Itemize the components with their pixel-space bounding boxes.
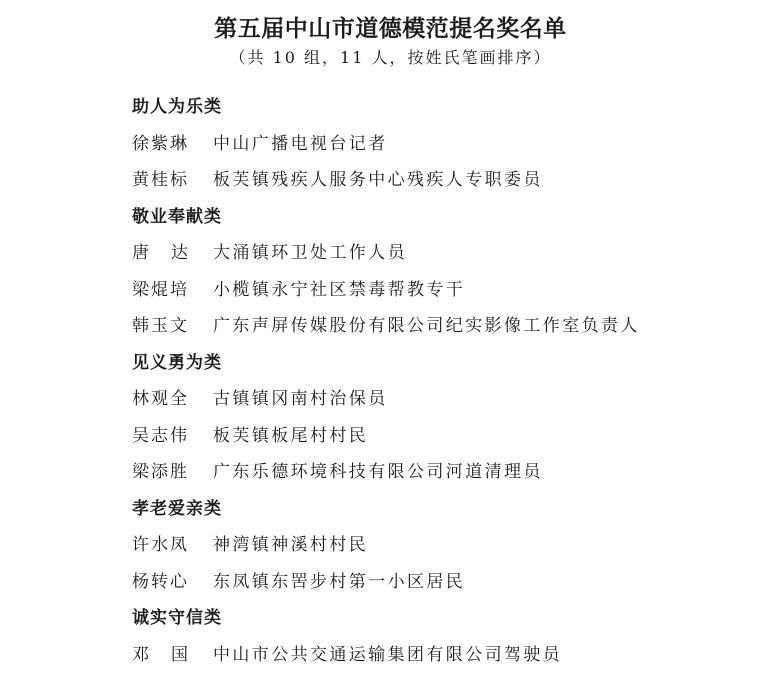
- nominee-role: 中山广播电视台记者: [213, 133, 388, 154]
- nominee-name: [132, 418, 190, 455]
- name-part: 达: [171, 243, 190, 263]
- name-part: 黄桂标: [132, 170, 189, 190]
- nominee-row: [132, 272, 640, 309]
- name-part: 梁添胜: [132, 462, 189, 482]
- nominee-row: [132, 381, 640, 418]
- document-title: 第五届中山市道德模范提名奖名单: [214, 15, 567, 42]
- name-part: 邓: [132, 644, 151, 665]
- nominee-role: 小榄镇永宁社区禁毒帮教专干: [213, 279, 466, 300]
- nominee-name: [132, 126, 190, 163]
- nominee-role: 东凤镇东罟步村第一小区居民: [213, 571, 466, 592]
- nominee-role: 板芙镇残疾人服务中心残疾人专职委员: [213, 170, 543, 190]
- nominee-list: [132, 89, 640, 673]
- name-part: 梁焜培: [132, 279, 189, 300]
- name-part: 唐: [132, 243, 151, 263]
- nominee-row: [132, 527, 640, 564]
- nominee-row: [132, 308, 640, 345]
- name-part: 林观全: [132, 389, 189, 409]
- nominee-name: [132, 272, 190, 309]
- nominee-row: [132, 126, 640, 163]
- name-part: 韩玉文: [132, 316, 189, 336]
- nominee-name: [132, 527, 190, 564]
- nominee-role: 大涌镇环卫处工作人员: [213, 243, 407, 263]
- nominee-row: [132, 454, 640, 491]
- nominee-name: [132, 381, 190, 418]
- category-heading: 见义勇为类: [132, 352, 222, 373]
- nominee-row: [132, 162, 640, 199]
- nominee-name: [132, 454, 190, 491]
- nominee-row: [132, 418, 640, 455]
- category-heading: 诚实守信类: [132, 608, 222, 628]
- nominee-name: [132, 308, 190, 345]
- nominee-name: [132, 162, 190, 199]
- category-heading: 孝老爱亲类: [132, 498, 222, 519]
- nominee-role: 广东声屏传媒股份有限公司纪实影像工作室负责人: [213, 316, 640, 336]
- nominee-row: [132, 637, 640, 674]
- document-subtitle: （共 10 组，11 人，按姓氏笔画排序）: [229, 48, 552, 67]
- nominee-role: 古镇镇冈南村治保员: [213, 389, 388, 409]
- name-part: 杨转心: [132, 571, 189, 592]
- nominee-role: 广东乐德环境科技有限公司河道清理员: [213, 462, 543, 482]
- name-part: 徐紫琳: [132, 133, 189, 154]
- category-heading: 敬业奉献类: [132, 206, 222, 227]
- name-part: 国: [171, 644, 190, 665]
- nominee-name: [132, 235, 190, 272]
- nominee-row: [132, 235, 640, 272]
- name-part: 吴志伟: [132, 425, 189, 446]
- nominee-name: [132, 564, 190, 601]
- nominee-name: [132, 637, 190, 674]
- nominee-role: 中山市公共交通运输集团有限公司驾驶员: [213, 644, 563, 665]
- category-heading: 助人为乐类: [132, 97, 222, 117]
- nominee-role: 神湾镇神溪村村民: [213, 535, 369, 555]
- nominee-row: [132, 564, 640, 601]
- name-part: 许水凤: [132, 535, 189, 555]
- nominee-role: 板芙镇板尾村村民: [213, 425, 369, 446]
